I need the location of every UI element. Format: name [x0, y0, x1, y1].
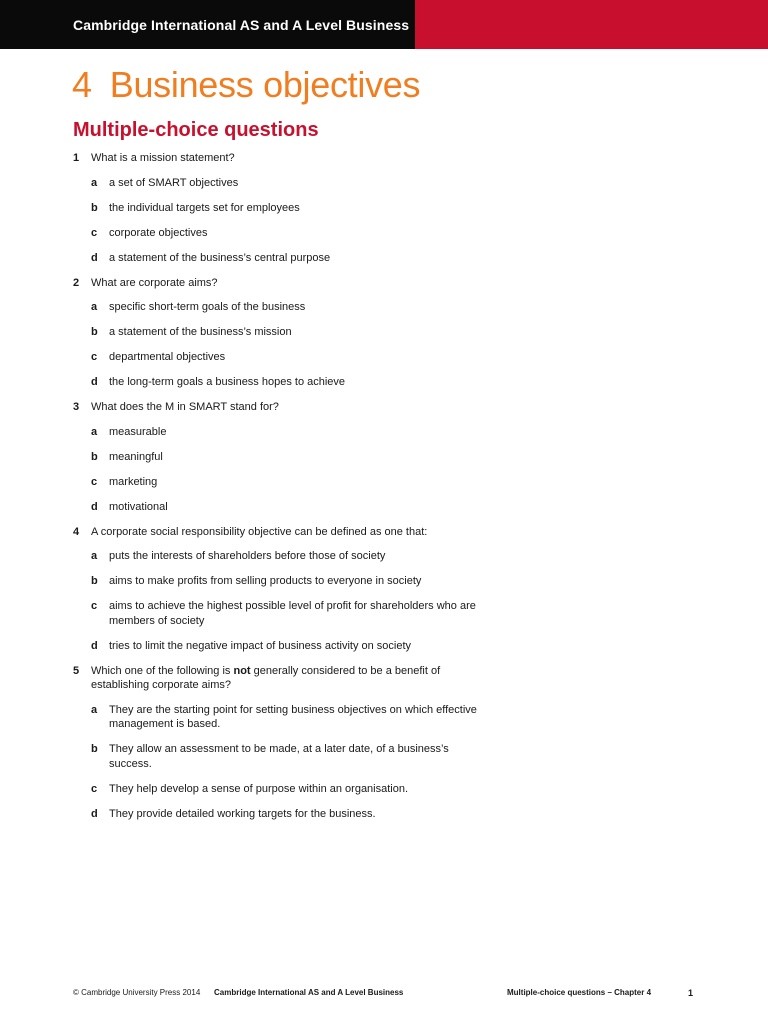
page-footer — [73, 987, 698, 1001]
question-text: Which one of the following is not generally considered to be a benefit of establishing corporate aims? — [91, 664, 441, 691]
header-title: Cambridge International AS and A Level Business — [73, 16, 410, 33]
question-list — [73, 151, 493, 832]
question-number: 5 — [73, 664, 80, 677]
footer-chapter: Multiple-choice questions – Chapter 4 — [507, 988, 652, 997]
question-5 — [73, 664, 493, 822]
option-b: b a statement of the business’s mission — [91, 326, 292, 338]
option-c: c They help develop a sense of purpose within an organisation. — [91, 782, 409, 795]
question-number: 2 — [73, 276, 80, 289]
option-b: b meaningful — [91, 450, 163, 463]
page-header — [0, 0, 768, 49]
option-a: a puts the interests of shareholders before those of society — [91, 550, 386, 562]
question-1 — [73, 151, 493, 265]
question-text: A corporate social responsibility objective can be defined as one that: — [91, 525, 428, 538]
question-number: 1 — [73, 152, 80, 164]
option-b: b the individual targets set for employees — [91, 201, 300, 214]
option-c: c marketing — [91, 475, 158, 488]
section-title: Multiple-choice questions — [73, 119, 319, 141]
question-number: 4 — [73, 525, 80, 538]
chapter-number: 4 — [72, 64, 92, 105]
header-red-band — [415, 0, 768, 49]
question-text: What is a mission statement? — [91, 152, 235, 164]
footer-copyright: © Cambridge University Press 2014 — [73, 988, 201, 997]
question-text: What are corporate aims? — [91, 276, 218, 289]
option-d: d the long-term goals a business hopes to achieve — [91, 376, 346, 388]
question-2 — [73, 276, 493, 390]
question-text: What does the M in SMART stand for? — [91, 401, 279, 413]
question-number: 3 — [73, 401, 80, 413]
option-a: a measurable — [91, 425, 167, 438]
option-c: c aims to achieve the highest possible level of profit for shareholders who are members of society — [91, 600, 476, 627]
chapter-title — [72, 62, 420, 108]
option-d: d a statement of the business’s central purpose — [91, 251, 331, 264]
option-a: a specific short-term goals of the business — [91, 301, 306, 313]
footer-book-title: Cambridge International AS and A Level Business — [214, 988, 404, 997]
option-a: a a set of SMART objectives — [91, 176, 239, 189]
option-d: d tries to limit the negative impact of business activity on society — [91, 639, 412, 652]
option-c: c departmental objectives — [91, 351, 226, 363]
header-dark-band — [0, 0, 415, 49]
emphasis-not: not — [233, 664, 251, 677]
option-d: d motivational — [91, 500, 168, 513]
option-c: c corporate objectives — [91, 226, 208, 239]
chapter-name: Business objectives — [109, 64, 421, 105]
option-a: a They are the starting point for setting business objectives on which effective management is based. — [91, 703, 477, 730]
option-d: d They provide detailed working targets for the business. — [91, 807, 376, 820]
question-4 — [73, 525, 493, 654]
question-3 — [73, 400, 493, 514]
option-b: b They allow an assessment to be made, at a later date, of a business’s success. — [91, 743, 449, 770]
page-number: 1 — [688, 988, 694, 998]
option-b: b aims to make profits from selling products to everyone in society — [91, 575, 422, 587]
